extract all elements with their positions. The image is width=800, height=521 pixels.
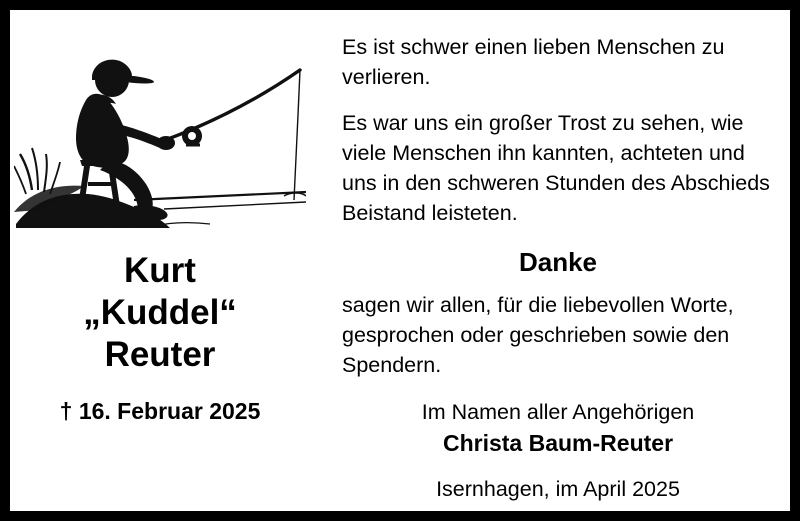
death-date: 16. Februar 2025	[78, 398, 261, 424]
paragraph-2: Es war uns ein großer Trost zu sehen, wie viele Menschen ihn kannten, achteten und uns in den schweren Stunden des Abschieds Beistand leisteten.	[342, 111, 770, 225]
paragraph-3: sagen wir allen, für die liebevollen Worte, gesprochen oder geschrieben sowie den Spendern.	[342, 293, 734, 377]
right-column	[310, 10, 790, 511]
fisherman-illustration	[14, 14, 306, 236]
thanks-heading: Danke	[518, 247, 598, 277]
death-date-line	[60, 398, 261, 424]
nickname: „Kuddel“	[83, 293, 237, 332]
signer-name: Christa Baum-Reuter	[442, 430, 674, 456]
notice-inner	[10, 10, 790, 511]
fisherman-silhouette-icon	[14, 14, 306, 236]
cross-symbol: †	[59, 398, 73, 424]
last-name: Reuter	[104, 335, 216, 374]
place-and-date: Isernhagen, im April 2025	[436, 477, 680, 501]
first-name: Kurt	[124, 251, 196, 290]
closing-block	[342, 398, 774, 459]
paragraph-1: Es ist schwer einen lieben Menschen zu verlieren.	[342, 35, 725, 89]
left-column	[10, 10, 310, 511]
deceased-name-block	[10, 250, 310, 376]
on-behalf-text: Im Namen aller Angehörigen	[421, 400, 695, 424]
